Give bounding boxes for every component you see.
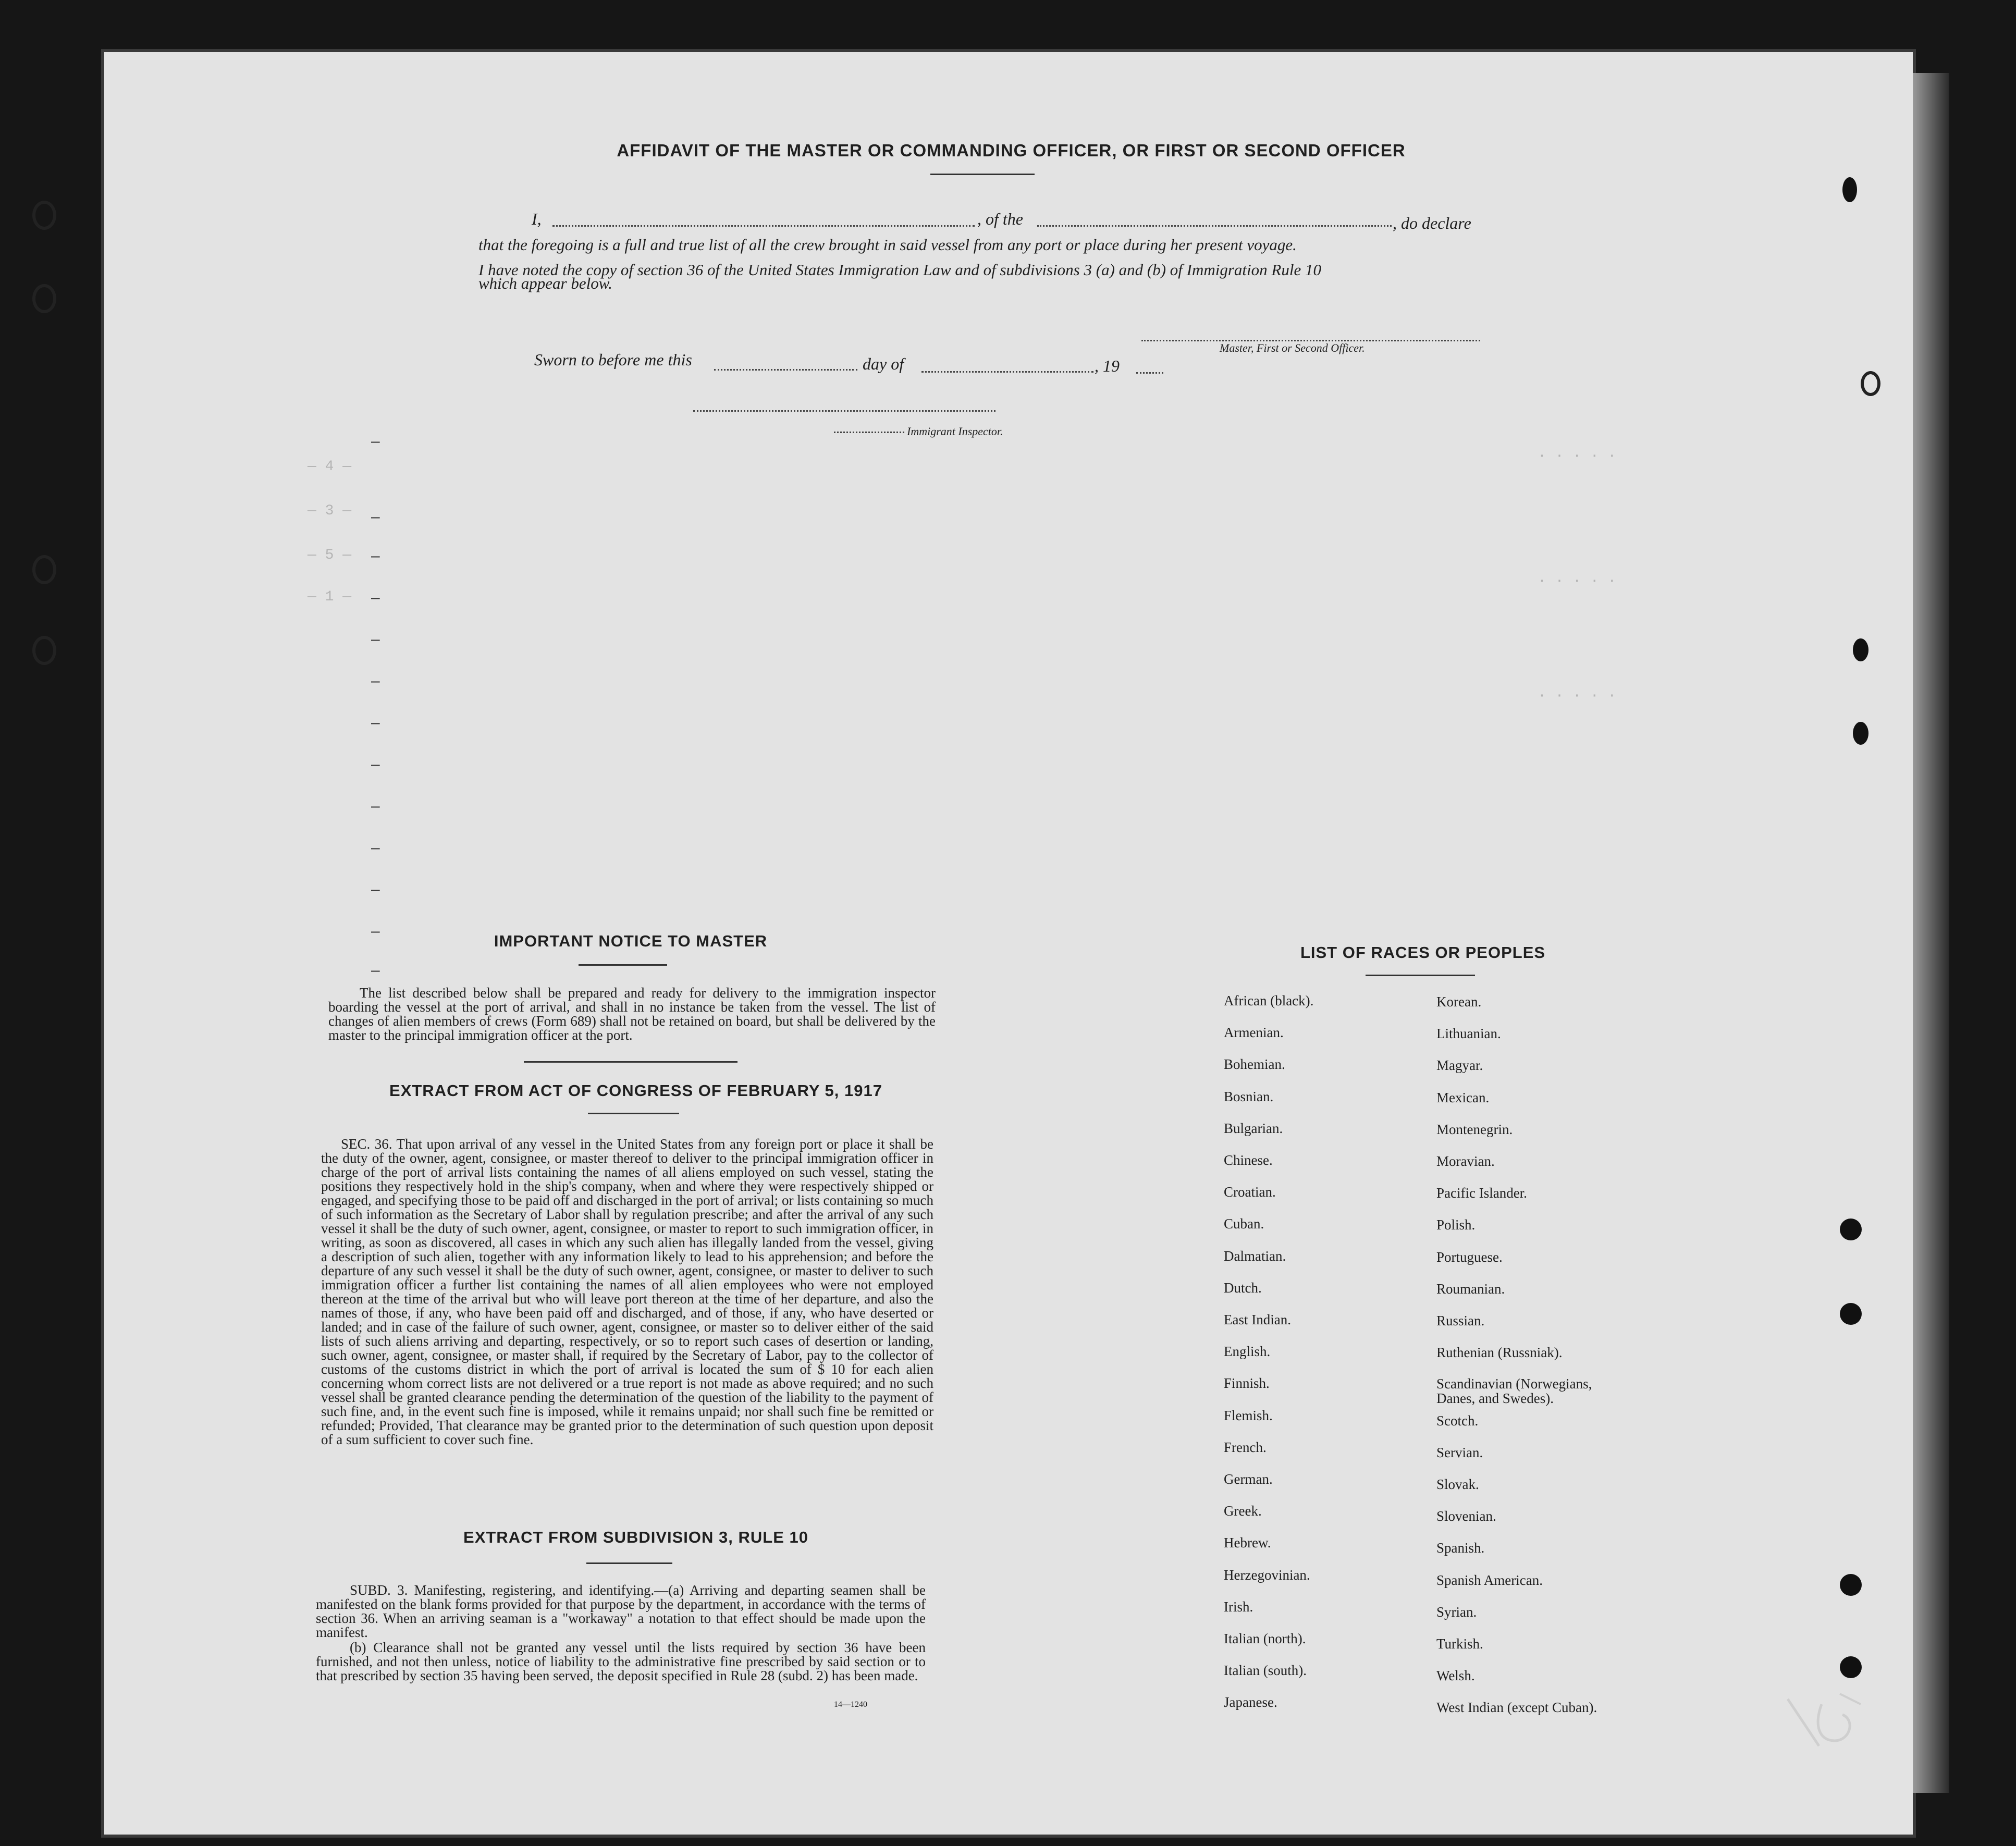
race-item: Spanish.: [1436, 1540, 1485, 1556]
race-item: Servian.: [1436, 1444, 1483, 1460]
race-item: German.: [1224, 1471, 1273, 1487]
punch-hole: [32, 284, 56, 313]
race-item: Mexican.: [1436, 1089, 1490, 1105]
vessel-name-field[interactable]: [1037, 225, 1392, 227]
sworn-day-field[interactable]: [714, 369, 857, 371]
punch-hole: [1840, 1656, 1862, 1678]
declaration-line-2: that the foregoing is a full and true list of all the crew brought in said vessel from any port or place during her present voyage.: [478, 236, 1297, 254]
declaration-line-3: I have noted the copy of section 36 of the United States Immigration Law and of subdivisions 3 (a) and (b) of Immigration Rule 10: [478, 261, 1321, 279]
race-item: Finnish.: [1224, 1375, 1270, 1392]
form-number: 14—1240: [834, 1700, 867, 1709]
punch-hole: [1853, 638, 1869, 661]
rule-para-2: (b) Clearance shall not be granted any vessel until the lists required by section 36 have been furnished, and not then unless, notice of liability to the administrative fine prescribed by said section or to that prescribed by section 35 having been served, the deposit specified in Rule 28 (subd. 2) has been made.: [316, 1640, 926, 1683]
section-divider: [524, 1061, 737, 1063]
notice-body: The list described below shall be prepared and ready for delivery to the immigration inspector boarding the vessel at the port of arrival, and shall in no instance be taken from the vessel. The list of changes of alien members of crews (Form 689) shall not be retained on board, but shall be delivered by the master to the principal immigration officer at the port.: [328, 985, 936, 1043]
of-the-text: , of the: [977, 210, 1023, 228]
race-item: Welsh.: [1436, 1668, 1475, 1684]
race-item: Spanish American.: [1436, 1572, 1543, 1588]
master-signature-caption: Master, First or Second Officer.: [1220, 341, 1365, 354]
race-item: East Indian.: [1224, 1312, 1291, 1327]
rule-underline: [586, 1562, 672, 1564]
race-item: Turkish.: [1436, 1636, 1483, 1652]
sworn-text: Sworn to before me this: [534, 350, 692, 369]
year-prefix-text: , 19: [1095, 356, 1120, 375]
do-declare-text: , do declare: [1393, 214, 1471, 232]
punch-hole: [1842, 177, 1857, 202]
act-title: EXTRACT FROM ACT OF CONGRESS OF FEBRUARY 5, 1917: [389, 1081, 882, 1100]
race-item: Greek.: [1224, 1503, 1262, 1519]
act-underline: [588, 1113, 679, 1114]
race-item: Roumanian.: [1436, 1281, 1505, 1297]
race-item: Scandinavian (Norwegians, Danes, and Swedes).: [1436, 1376, 1592, 1407]
race-item: Slovenian.: [1436, 1508, 1496, 1524]
inspector-caption: Immigrant Inspector.: [907, 425, 1003, 438]
races-title: LIST OF RACES OR PEOPLES: [1300, 943, 1546, 962]
race-item: Korean.: [1436, 994, 1482, 1010]
document-page: [104, 52, 1913, 1835]
punch-hole: [1840, 1303, 1862, 1325]
race-item: French.: [1224, 1439, 1267, 1455]
race-item: Bohemian.: [1224, 1056, 1285, 1073]
title-underline: [930, 174, 1035, 175]
rule-title: EXTRACT FROM SUBDIVISION 3, RULE 10: [463, 1528, 808, 1546]
punch-hole: [1840, 1219, 1862, 1240]
race-item: Magyar.: [1436, 1057, 1483, 1074]
sworn-month-field[interactable]: [921, 371, 1093, 373]
page-edge-shadow: [1913, 73, 1949, 1793]
punch-hole: [32, 555, 56, 584]
punch-hole: [32, 636, 56, 665]
race-item: Italian (south).: [1224, 1663, 1307, 1679]
inspector-signature-field[interactable]: [693, 410, 995, 412]
punch-hole: [32, 201, 56, 230]
race-item: Bosnian.: [1224, 1088, 1274, 1104]
notice-underline: [579, 964, 667, 966]
act-body: SEC. 36. That upon arrival of any vessel in the United States from any foreign port or place it shall be the duty of the owner, agent, consignee, or master thereof to deliver to the principal immigration officer in charge of the port of arrival lists containing the names of all aliens employed on such vessel, stating the positions they respectively hold in the ship's company, when and where they were respectively shipped or engaged, and specifying those to be paid off and discharged in the port of arrival; or lists containing so much of such information as the Secretary of Labor shall by regulation prescribe; and after the arrival of any such vessel it shall be the duty of such owner, agent, consignee, or master to report to such immigration officer, in writing, as soon as discovered, all cases in which any such alien has illegally landed from the vessel, giving a description of such alien, together with any information likely to lead to his apprehension; and before the departure of any such vessel it shall be the duty of such owner, agent, consignee, or master to deliver to such immigration officer a further list containing the names of all alien employees who were not employed thereon at the time of the arrival but who will leave port thereon at the time of her departure, and also the names of those, if any, who have been paid off and discharged, and of those, if any, who have deserted or landed; and in case of the failure of such owner, agent, consignee, or master so to deliver either of the said lists of such aliens arriving and departing, respectively, or so to report such cases of desertion or landing, such owner, agent, consignee, or master shall, if required by the Secretary of Labor, pay to the collector of customs of the customs district in which the port of arrival is located the sum of $ 10 for each alien concerning whom correct lists are not delivered or a true report is not made as above required; and no such vessel shall be granted clearance pending the determination of the question of the liability to the payment of such fine, and, in the event such fine is imposed, while it remains unpaid; nor shall such fine be remitted or refunded; Provided, That clearance may be granted prior to the determination of such question upon deposit of a sum sufficient to cover such fine.: [321, 1136, 933, 1447]
race-item: Armenian.: [1224, 1025, 1284, 1041]
race-item: Bulgarian.: [1224, 1120, 1283, 1136]
punch-hole: [1853, 722, 1869, 745]
race-item: Ruthenian (Russniak).: [1436, 1345, 1563, 1361]
race-item: Flemish.: [1224, 1407, 1273, 1423]
day-of-text: day of: [863, 354, 904, 373]
punch-hole: [1861, 371, 1880, 396]
race-item: Slovak.: [1436, 1476, 1479, 1492]
race-item: Chinese.: [1224, 1152, 1273, 1168]
race-item: Hebrew.: [1224, 1535, 1271, 1551]
declarant-name-field[interactable]: [552, 225, 975, 227]
race-item: Montenegrin.: [1436, 1121, 1513, 1137]
race-item: Scotch.: [1436, 1412, 1479, 1429]
race-item: Russian.: [1436, 1313, 1485, 1328]
races-underline: [1366, 975, 1475, 976]
inspector-signature-field[interactable]: [834, 432, 904, 433]
race-item: Lithuanian.: [1436, 1026, 1501, 1042]
declaration-line-4: which appear below.: [478, 274, 612, 292]
race-item: Pacific Islander.: [1436, 1185, 1527, 1201]
race-item: Dutch.: [1224, 1279, 1262, 1296]
race-item: Italian (north).: [1224, 1631, 1306, 1646]
rule-para-1: SUBD. 3. Manifesting, registering, and identifying.—(a) Arriving and departing seamen shall be manifested on the blank forms provided for that purpose by the department, in accordance with the terms of section 36. When an arriving seaman is a "workaway" a notation to that effect should be made upon the manifest.: [316, 1582, 926, 1640]
notice-title: IMPORTANT NOTICE TO MASTER: [494, 932, 768, 950]
race-item: African (black).: [1224, 993, 1314, 1008]
declarant-prefix: I,: [532, 210, 542, 228]
race-item: Portuguese.: [1436, 1249, 1503, 1265]
race-item: Irish.: [1224, 1598, 1253, 1615]
race-item: Dalmatian.: [1224, 1248, 1286, 1264]
handwritten-mark: [1783, 1683, 1866, 1751]
race-item: Moravian.: [1436, 1153, 1495, 1169]
race-item: Japanese.: [1224, 1694, 1277, 1710]
race-item: Herzegovinian.: [1224, 1567, 1310, 1583]
race-item: Croatian.: [1224, 1184, 1276, 1200]
punch-hole: [1840, 1574, 1862, 1596]
race-item: Cuban.: [1224, 1216, 1264, 1232]
race-item: Syrian.: [1436, 1604, 1477, 1620]
sworn-year-field[interactable]: [1136, 372, 1163, 374]
race-item: West Indian (except Cuban).: [1436, 1700, 1597, 1716]
race-item: Polish.: [1436, 1217, 1476, 1233]
affidavit-title: AFFIDAVIT OF THE MASTER OR COMMANDING OFFICER, OR FIRST OR SECOND OFFICER: [617, 141, 1406, 160]
race-item: English.: [1224, 1344, 1271, 1360]
